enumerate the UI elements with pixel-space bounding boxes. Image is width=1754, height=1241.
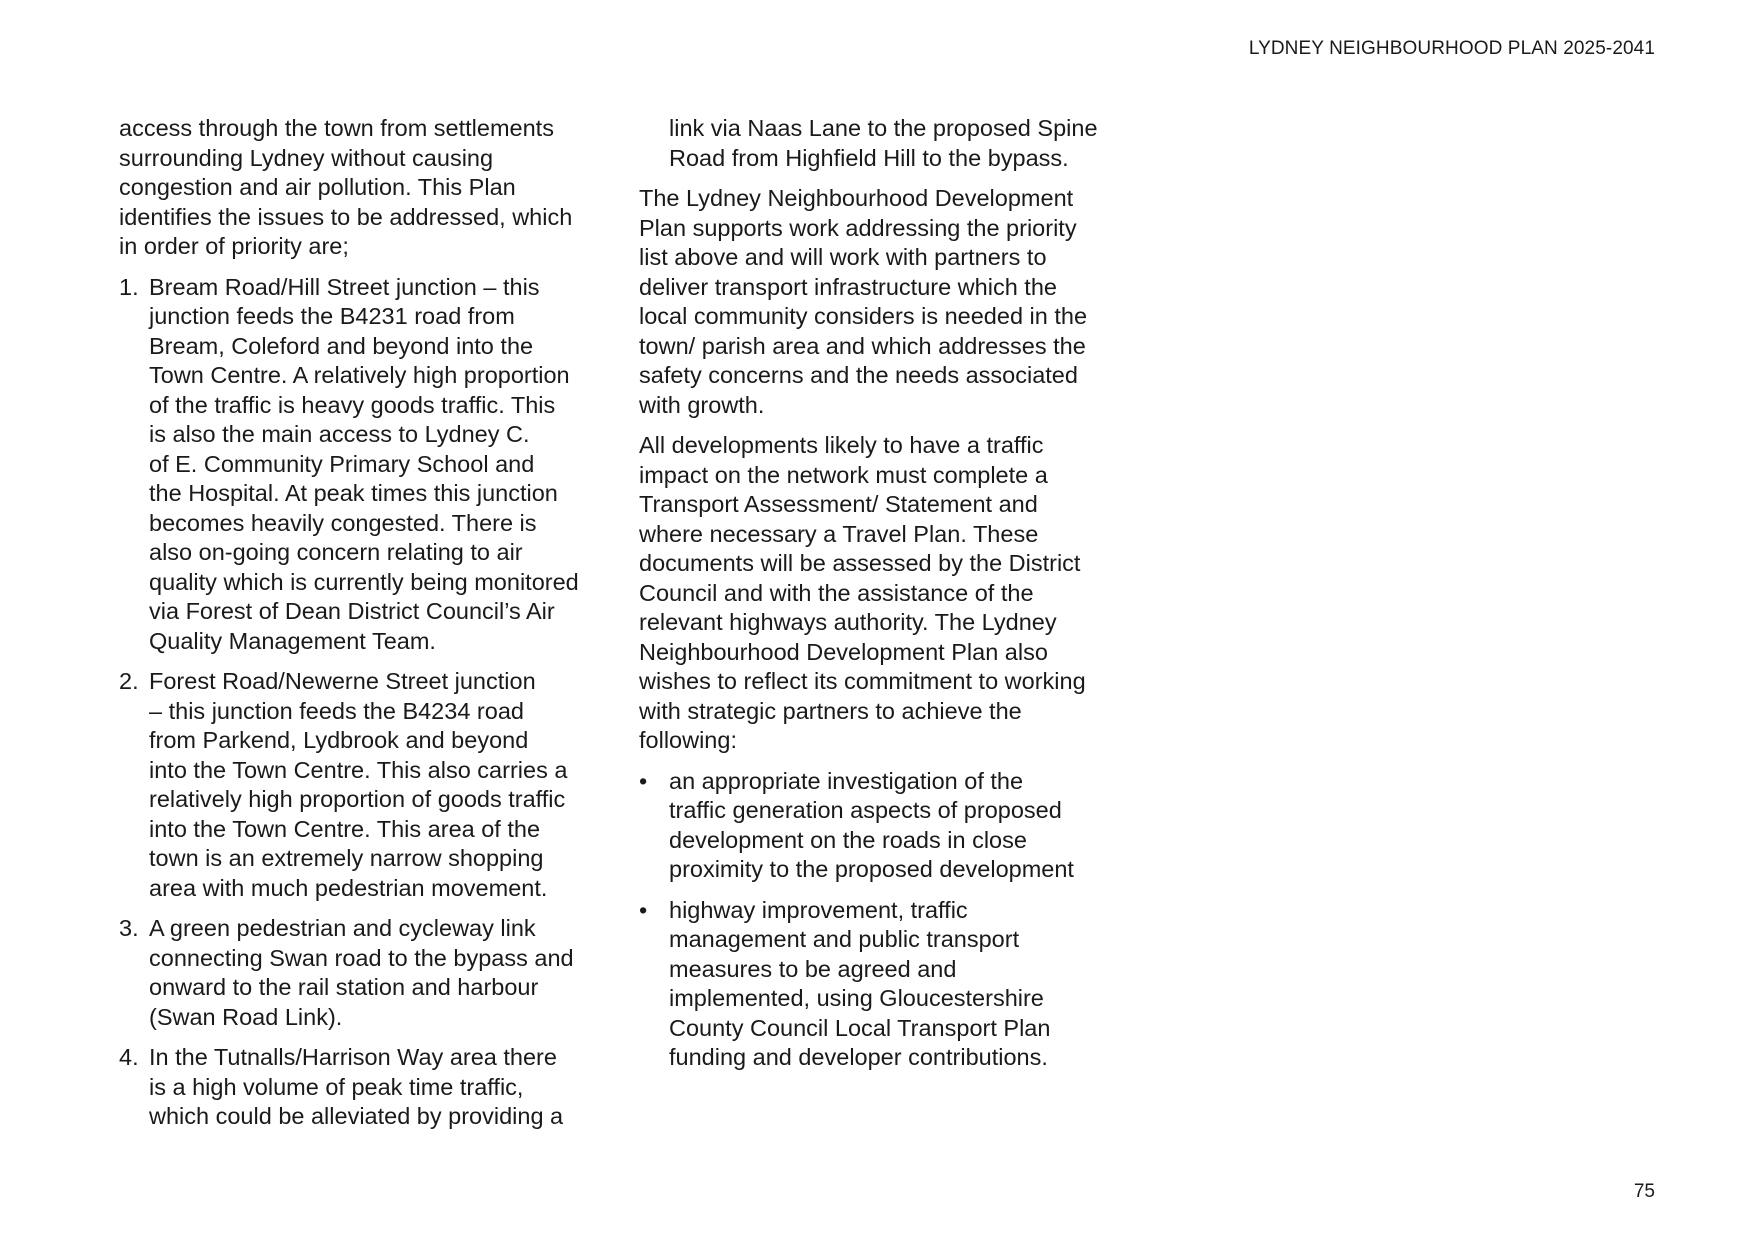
list-number: 1.	[119, 273, 139, 300]
line: list above and will work with partners to	[639, 244, 1047, 270]
line: congestion and air pollution. This Plan	[119, 174, 516, 200]
line: Plan supports work addressing the priority	[639, 214, 1077, 241]
line: into the Town Centre. This area of the	[149, 815, 541, 842]
left-column	[119, 114, 614, 1143]
bullet-item-1	[639, 767, 1139, 885]
bullet-item-2	[639, 896, 1139, 1073]
line: of E. Community Primary School and	[149, 450, 535, 477]
priority-item-3	[119, 914, 614, 1032]
bullet-icon: •	[639, 767, 648, 794]
line: from Parkend, Lydbrook and beyond	[149, 727, 529, 753]
line: – this junction feeds the B4234 road	[149, 697, 524, 724]
line: A green pedestrian and cycleway link	[149, 915, 536, 941]
line: junction feeds the B4231 road from	[149, 303, 515, 329]
intro-paragraph	[119, 114, 614, 262]
line: highway improvement, traffic	[669, 896, 968, 923]
line: funding and developer contributions.	[669, 1044, 1048, 1070]
line: management and public transport	[669, 926, 1020, 952]
line: town/ parish area and which addresses the	[639, 332, 1086, 359]
line: County Council Local Transport Plan	[669, 1014, 1051, 1041]
line: access through the town from settlements	[119, 115, 554, 141]
line: the Hospital. At peak times this junction	[149, 480, 558, 506]
line: is also the main access to Lydney C.	[149, 421, 530, 447]
line: with growth.	[639, 391, 765, 418]
line: documents will be assessed by the District	[639, 550, 1081, 576]
line: impact on the network must complete a	[639, 461, 1048, 488]
line: (Swan Road Link).	[149, 1003, 343, 1030]
priority-item-4	[119, 1043, 614, 1132]
line: local community considers is needed in the	[639, 303, 1088, 329]
page-number: 75	[1633, 1181, 1655, 1202]
line: deliver transport infrastructure which the	[639, 273, 1057, 300]
line: Bream Road/Hill Street junction – this	[149, 273, 540, 300]
line: Quality Management Team.	[149, 627, 436, 654]
line: wishes to reflect its commitment to working	[639, 668, 1086, 694]
line: identifies the issues to be addressed, which	[119, 203, 573, 230]
middle-column	[639, 114, 1139, 1084]
line: town is an extremely narrow shopping	[149, 845, 544, 871]
line: onward to the rail station and harbour	[149, 974, 539, 1000]
line: Town Centre. A relatively high proportion	[149, 362, 570, 388]
line: Neighbourhood Development Plan also	[639, 638, 1048, 665]
line: via Forest of Dean District Council’s Air	[149, 598, 555, 624]
line: with strategic partners to achieve the	[639, 697, 1022, 724]
line: in order of priority are;	[119, 233, 349, 259]
line: surrounding Lydney without causing	[119, 144, 494, 171]
line: Bream, Coleford and beyond into the	[149, 332, 534, 359]
priority-item-1	[119, 273, 614, 657]
line: link via Naas Lane to the proposed Spine	[669, 115, 1098, 141]
line: also on-going concern relating to air	[149, 539, 523, 565]
support-paragraph	[639, 184, 1139, 420]
line: implemented, using Gloucestershire	[669, 985, 1044, 1011]
line: measures to be agreed and	[669, 955, 957, 982]
line: is a high volume of peak time traffic,	[149, 1073, 524, 1100]
page-header-title: LYDNEY NEIGHBOURHOOD PLAN 2025-2041	[1248, 38, 1655, 59]
line: becomes heavily congested. There is	[149, 509, 537, 536]
line: relevant highways authority. The Lydney	[639, 609, 1057, 635]
line: All developments likely to have a traffic	[639, 432, 1044, 458]
line: The Lydney Neighbourhood Development	[639, 185, 1074, 211]
priority-item-2	[119, 667, 614, 903]
developments-paragraph	[639, 431, 1139, 756]
line: of the traffic is heavy goods traffic. This	[149, 391, 556, 418]
line: traffic generation aspects of proposed	[669, 797, 1062, 823]
line: connecting Swan road to the bypass and	[149, 944, 574, 971]
line: quality which is currently being monitored	[149, 568, 579, 595]
line: Forest Road/Newerne Street junction	[149, 668, 536, 694]
list-number: 4.	[119, 1044, 139, 1070]
priority-item-4-continuation	[639, 114, 1139, 173]
line: area with much pedestrian movement.	[149, 874, 548, 901]
line: where necessary a Travel Plan. These	[639, 520, 1039, 547]
line: Transport Assessment/ Statement and	[639, 491, 1038, 517]
line: proximity to the proposed development	[669, 856, 1074, 882]
list-number: 3.	[119, 915, 139, 941]
line: following:	[639, 727, 737, 753]
line: relatively high proportion of goods traffic	[149, 786, 566, 812]
line: which could be alleviated by providing a	[149, 1103, 564, 1129]
bullet-icon: •	[639, 896, 648, 923]
line: Council and with the assistance of the	[639, 579, 1034, 606]
line: into the Town Centre. This also carries a	[149, 756, 568, 783]
line: In the Tutnalls/Harrison Way area there	[149, 1044, 557, 1070]
line: an appropriate investigation of the	[669, 767, 1024, 794]
line: safety concerns and the needs associated	[639, 362, 1078, 388]
line: Road from Highfield Hill to the bypass.	[669, 144, 1069, 171]
list-number: 2.	[119, 668, 139, 694]
line: development on the roads in close	[669, 826, 1027, 853]
